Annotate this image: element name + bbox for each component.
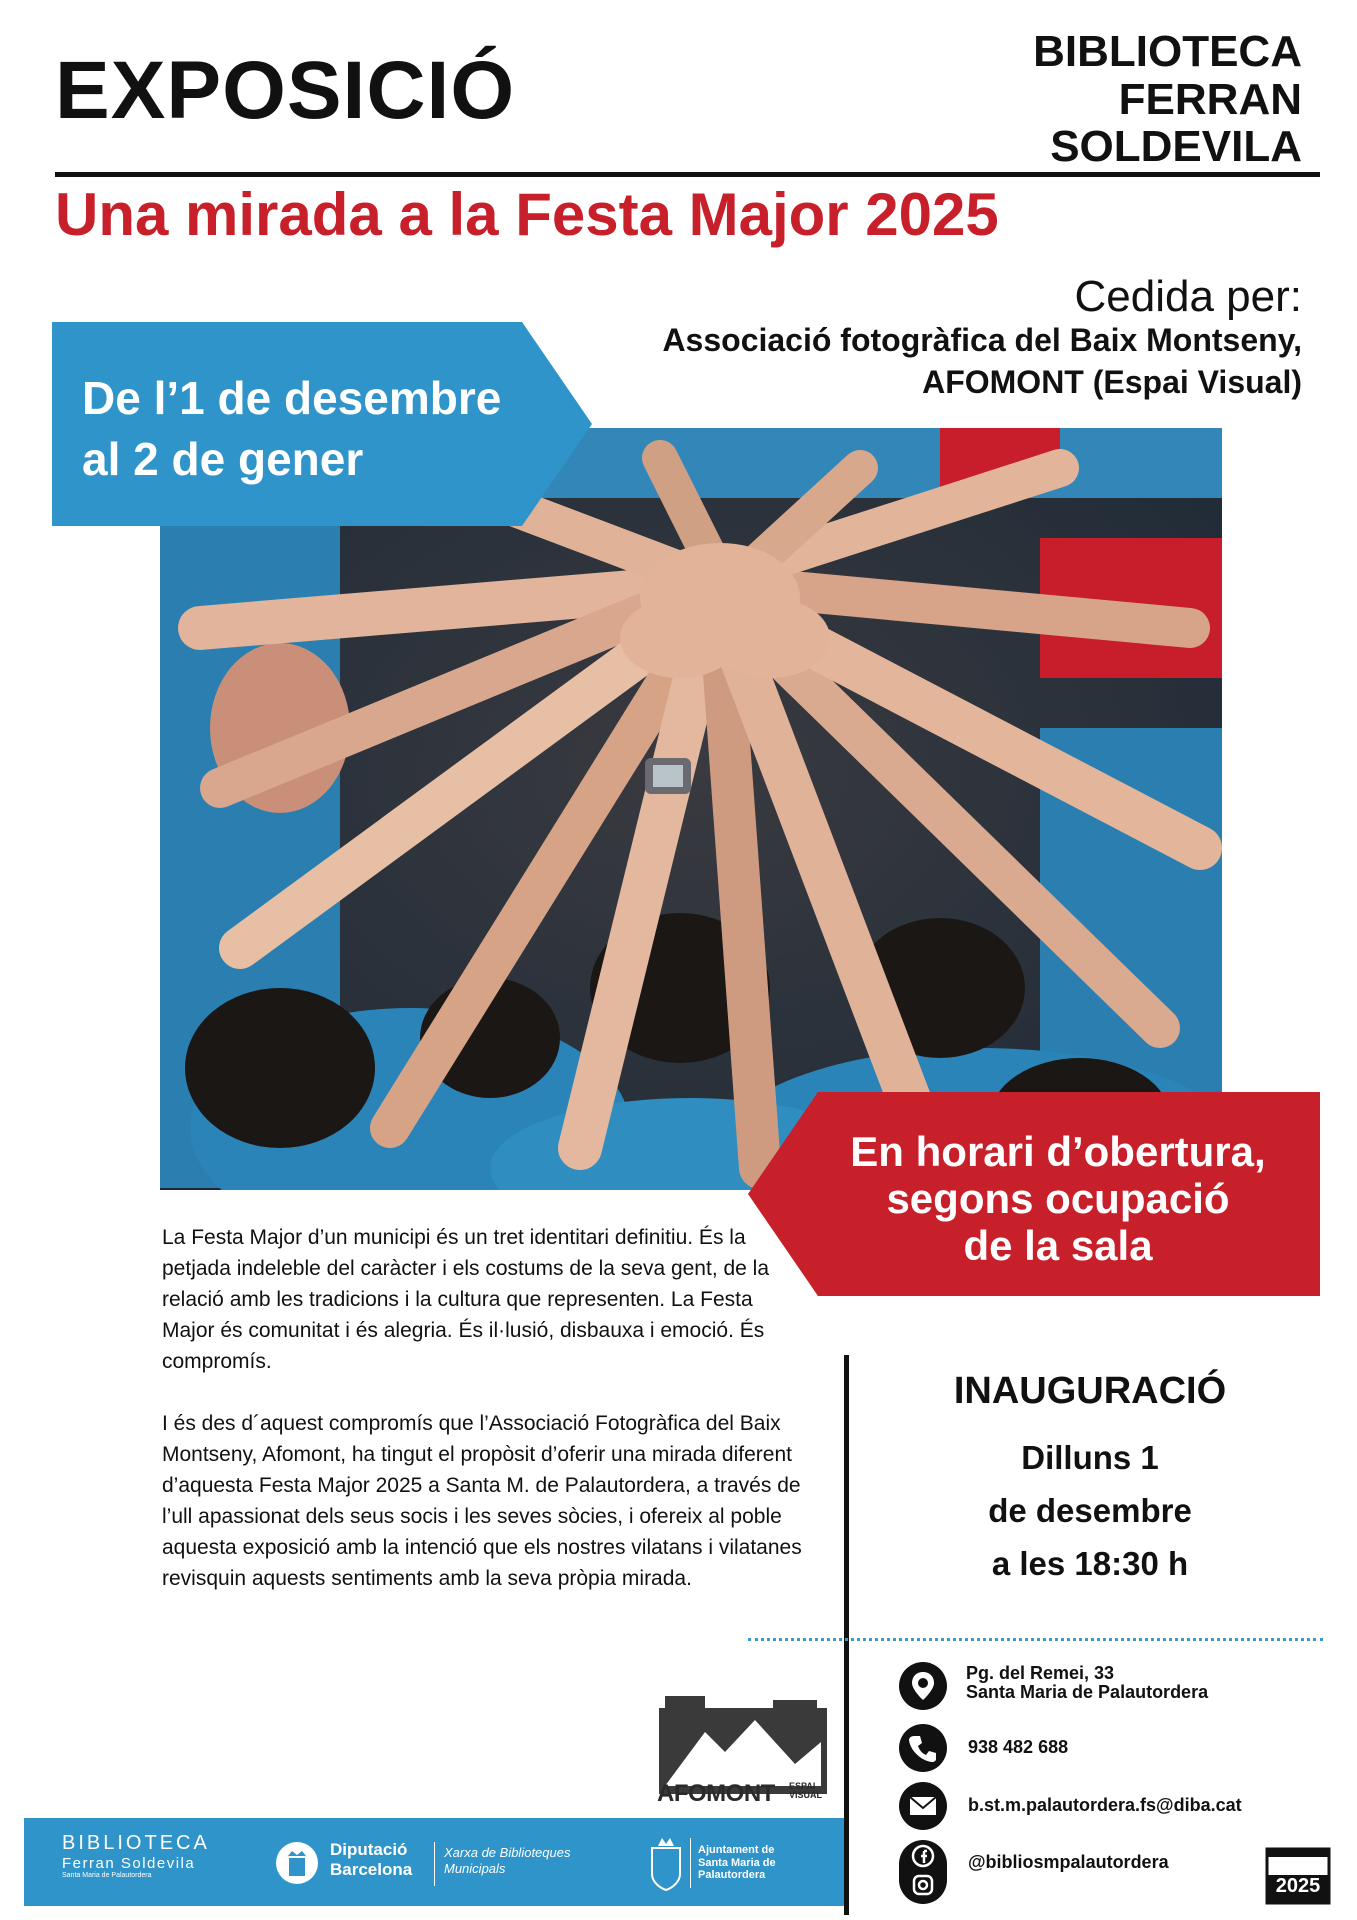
library-logo-name: Ferran Soldevila: [62, 1855, 196, 1872]
dates-text: [82, 368, 501, 490]
calendar-icon: [1265, 1845, 1331, 1905]
description-paragraph: I és des d´aquest compromís que l’Associació Fotogràfica del Baix Montseny, Afomont, ha tingut el propòsit d’oferir una mirada diferent d’aquesta Festa Major 2025 a Santa M. de Palautordera, a través de l’ull apassionat dels seus socis i les seves sòcies, i ofereix al poble aquesta exposició amb la intenció que els nostres vilatans i vilatanes revisquin aquests sentiments amb la seva pròpia mirada.: [162, 1412, 802, 1590]
dates-line: De l’1 de desembre: [82, 372, 502, 424]
hands-illustration: [160, 428, 1222, 1190]
ajuntament-logo: [698, 1844, 776, 1882]
phone-icon: [899, 1724, 947, 1772]
email[interactable]: b.st.m.palautordera.fs@diba.cat: [968, 1795, 1242, 1815]
library-name: [1033, 28, 1302, 171]
xarxa-line: Xarxa de Biblioteques: [444, 1845, 571, 1860]
social-icons: [899, 1840, 947, 1904]
inauguration-line: Dilluns 1: [1021, 1439, 1159, 1476]
facebook-icon: [913, 1846, 933, 1866]
credit-name-line: Associació fotogràfica del Baix Montseny,: [662, 322, 1302, 358]
year-text: 2025: [1275, 1875, 1321, 1897]
footer-separator: [690, 1838, 691, 1888]
hands-photo: [160, 428, 1222, 1190]
library-logo-town: Santa Maria de Palautordera: [62, 1872, 152, 1879]
inauguration: [880, 1370, 1300, 1590]
address-line: Pg. del Remei, 33: [966, 1663, 1115, 1683]
library-name-line: SOLDEVILA: [1050, 122, 1302, 172]
afomont-tag-line: ESPAI: [789, 1781, 816, 1791]
dates-line: al 2 de gener: [82, 433, 364, 486]
library-name-line: BIBLIOTECA: [1033, 27, 1302, 76]
xarxa-line: Municipals: [444, 1860, 506, 1876]
phone-number[interactable]: 938 482 688: [968, 1737, 1069, 1757]
inauguration-line: de desembre: [988, 1492, 1192, 1529]
footer-logos-bar: [24, 1818, 844, 1906]
hours-line: segons ocupació: [886, 1175, 1230, 1223]
diputacio-line: Diputació: [330, 1840, 408, 1859]
credit-label: Cedida per:: [1074, 272, 1302, 321]
coat-of-arms-icon: [646, 1830, 686, 1892]
inauguration-line: a les 18:30 h: [991, 1545, 1189, 1582]
vertical-divider: [844, 1355, 849, 1915]
ajuntament-line: Santa Maria de: [698, 1856, 776, 1869]
description: [162, 1222, 802, 1625]
library-logo: [62, 1832, 210, 1879]
crown-shield-icon: [276, 1842, 318, 1884]
afomont-tag: [789, 1782, 822, 1800]
diputacio-line: Barcelona: [330, 1859, 413, 1879]
address: [966, 1664, 1208, 1702]
description-paragraph: La Festa Major d’un municipi és un tret identitari definitiu. És la petjada indeleble del caràcter i els costums de la seva gent, de la relació amb les tradicions i la cultura que representen. La Festa Major és comunitat i és alegria. És il·lusió, disbauxa i emoció. És compromís.: [162, 1226, 770, 1373]
exhibition-subtitle: Una mirada a la Festa Major 2025: [55, 181, 999, 248]
library-logo-title: BIBLIOTECA: [62, 1832, 210, 1854]
ajuntament-line: Palautordera: [698, 1869, 766, 1882]
hours-text: [808, 1128, 1308, 1269]
social-handle[interactable]: @bibliosmpalautordera: [968, 1852, 1169, 1872]
hours-line: de la sala: [963, 1222, 1153, 1270]
header-divider: [55, 172, 1320, 177]
credit-name-line: AFOMONT (Espai Visual): [922, 363, 1302, 400]
dotted-divider: [748, 1638, 1323, 1641]
afomont-tag-line: VISUAL: [789, 1790, 823, 1800]
address-line: Santa Maria de Palautordera: [966, 1681, 1209, 1702]
footer-separator: [434, 1842, 435, 1886]
page-title: EXPOSICIÓ: [55, 45, 516, 136]
mail-icon: [899, 1782, 947, 1830]
instagram-icon: [914, 1876, 932, 1894]
xarxa-label: [444, 1845, 570, 1876]
afomont-name: AFOMONT: [657, 1780, 775, 1807]
inauguration-title: INAUGURACIÓ: [953, 1370, 1227, 1412]
afomont-logo: [655, 1690, 831, 1810]
credit-name: [662, 320, 1302, 403]
diputacio-logo: [330, 1840, 412, 1879]
library-name-line: FERRAN: [1118, 74, 1302, 124]
location-pin-icon: [899, 1662, 947, 1710]
hours-line: En horari d’obertura,: [850, 1128, 1266, 1175]
ajuntament-line: Ajuntament de: [698, 1844, 775, 1856]
